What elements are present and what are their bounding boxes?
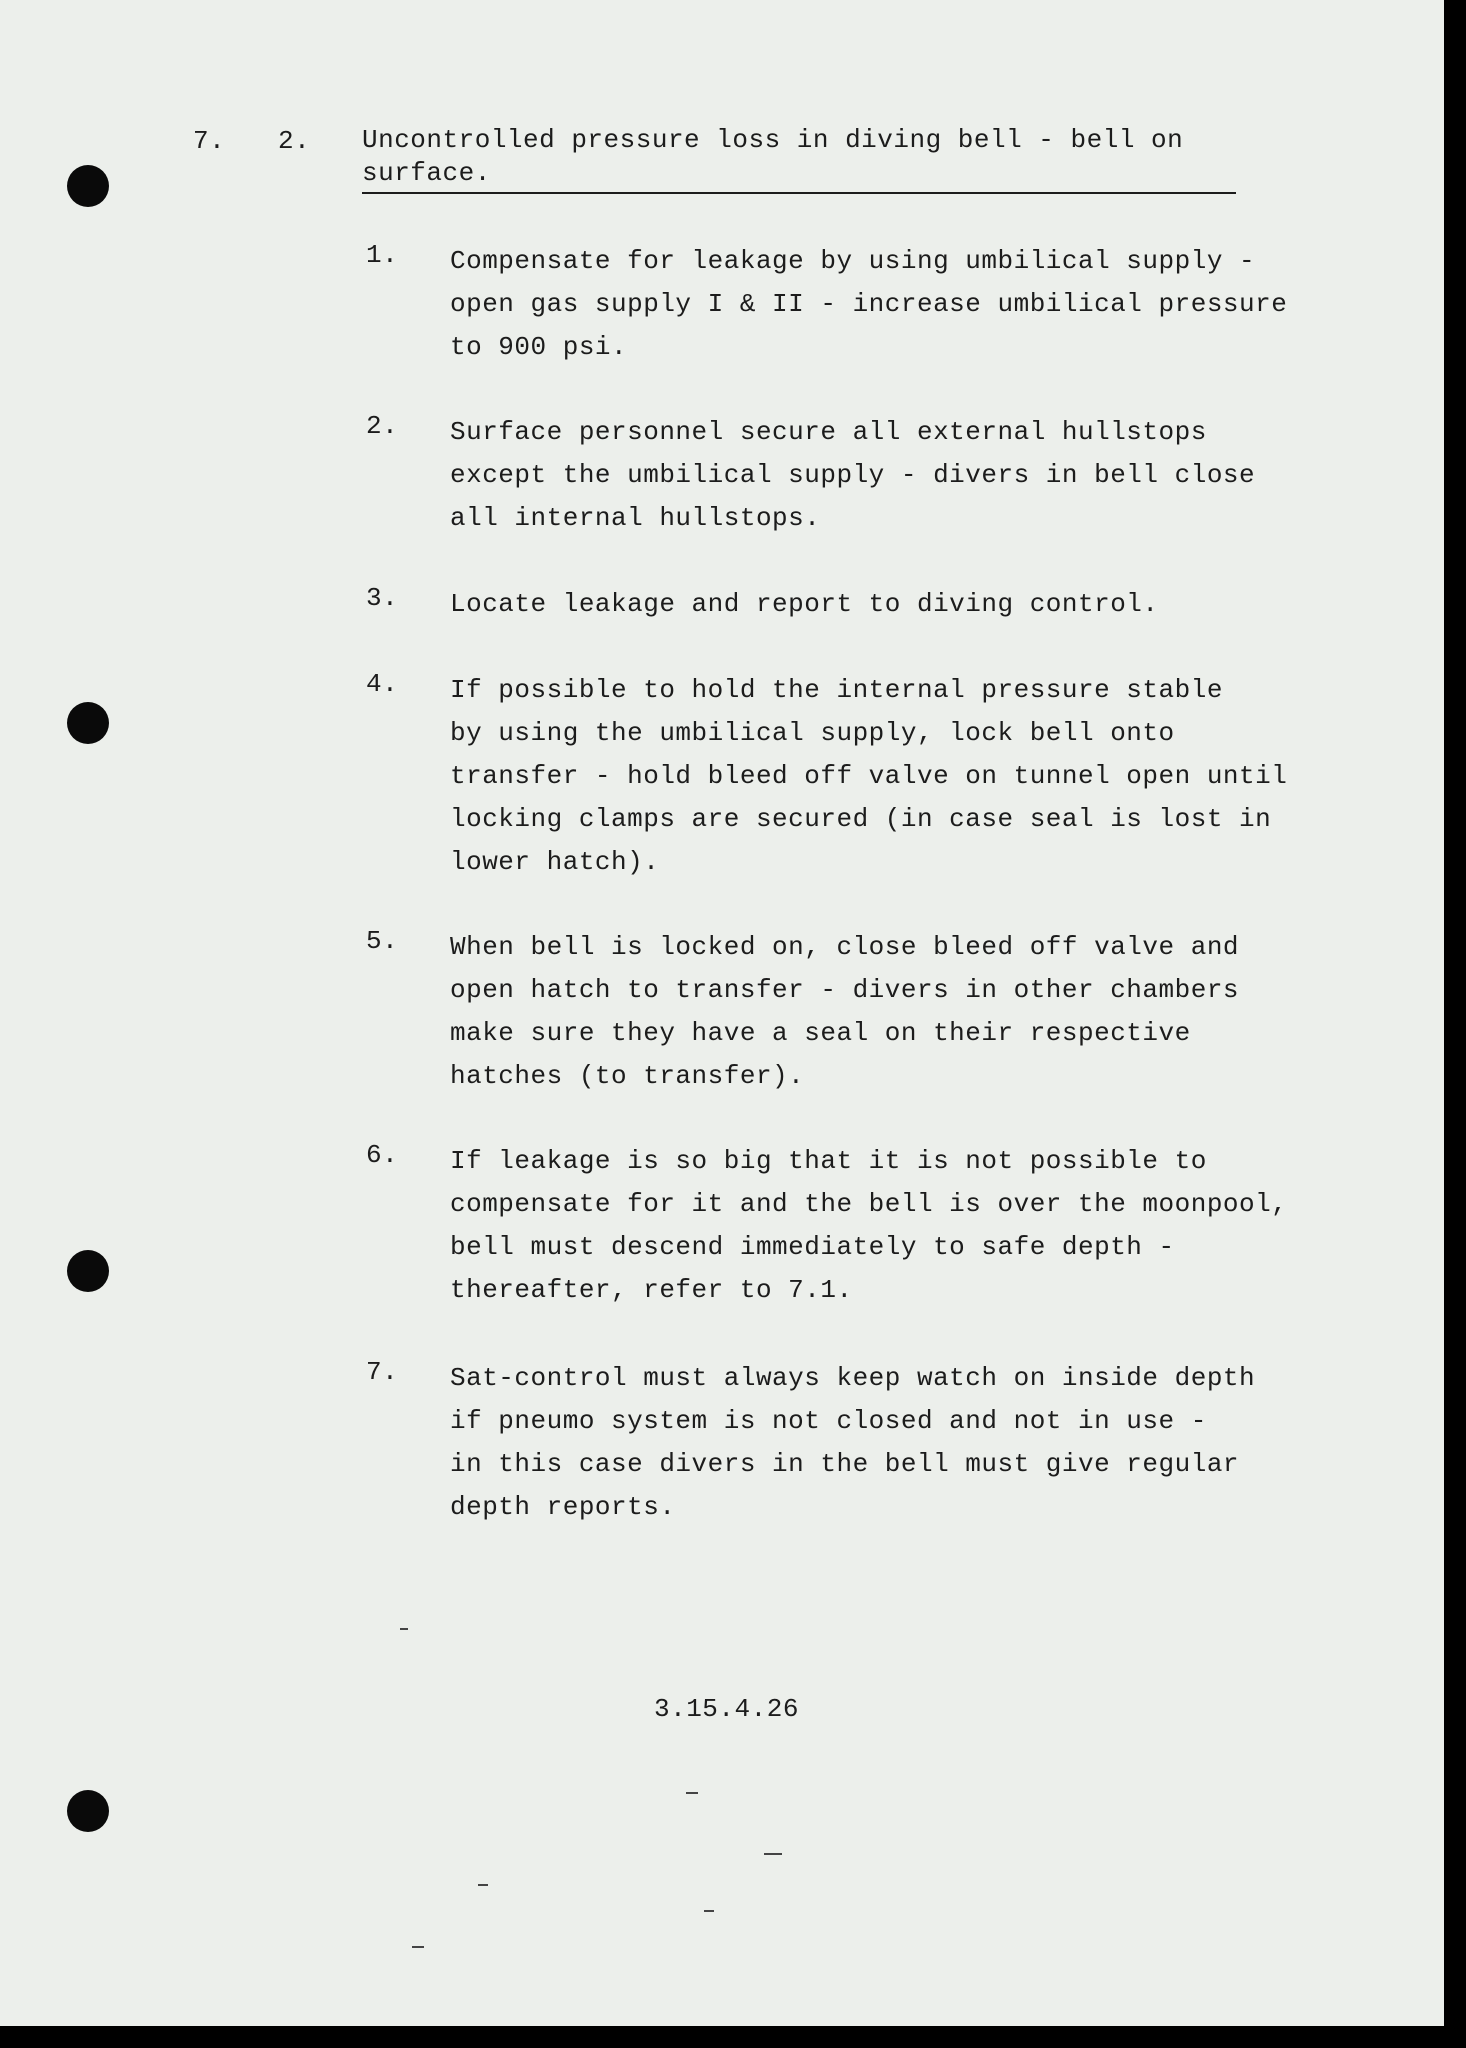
- item-number: 5.: [366, 926, 399, 956]
- scan-speck: [412, 1946, 424, 1948]
- section-number: 2.: [278, 126, 311, 156]
- item-number: 7.: [366, 1357, 399, 1387]
- page-number: 3.15.4.26: [654, 1694, 799, 1724]
- item-text: If leakage is so big that it is not possible to compensate for it and the bell is over the moonpool, bell must descend immediately to safe depth - thereafter, refer to 7.1.: [450, 1146, 1288, 1305]
- item-text: Compensate for leakage by using umbilical supply - open gas supply I & II - increase umbilical pressure to 900 psi.: [450, 246, 1288, 362]
- scan-speck: [478, 1884, 488, 1886]
- item-number: 2.: [366, 411, 399, 441]
- item-number: 4.: [366, 669, 399, 699]
- item-text: If possible to hold the internal pressure stable by using the umbilical supply, lock bell onto transfer - hold bleed off valve on tunnel open until locking clamps are secured (in case seal is lost in lower hatch).: [450, 675, 1288, 877]
- item-number: 1.: [366, 240, 399, 270]
- item-text: Locate leakage and report to diving control.: [450, 589, 1159, 619]
- scan-speck: [704, 1910, 714, 1912]
- item-text: Sat-control must always keep watch on inside depth if pneumo system is not closed and not in use - in this case divers in the bell must give regular depth reports.: [450, 1363, 1256, 1522]
- item-number: 6.: [366, 1140, 399, 1170]
- item-text: When bell is locked on, close bleed off valve and open hatch to transfer - divers in other chambers make sure they have a seal on their respective hatches (to transfer).: [450, 932, 1240, 1091]
- item-text: Surface personnel secure all external hullstops except the umbilical supply - divers in bell close all internal hullstops.: [450, 417, 1256, 533]
- scan-speck: [686, 1792, 698, 1794]
- punch-hole-1: [67, 165, 109, 207]
- section-heading: Uncontrolled pressure loss in diving bell - bell on surface.: [362, 124, 1236, 194]
- scan-speck: [764, 1853, 782, 1855]
- scan-speck: [400, 1628, 408, 1630]
- chapter-number: 7.: [193, 126, 226, 156]
- punch-hole-4: [67, 1790, 109, 1832]
- punch-hole-2: [67, 702, 109, 744]
- punch-hole-3: [67, 1250, 109, 1292]
- item-number: 3.: [366, 583, 399, 613]
